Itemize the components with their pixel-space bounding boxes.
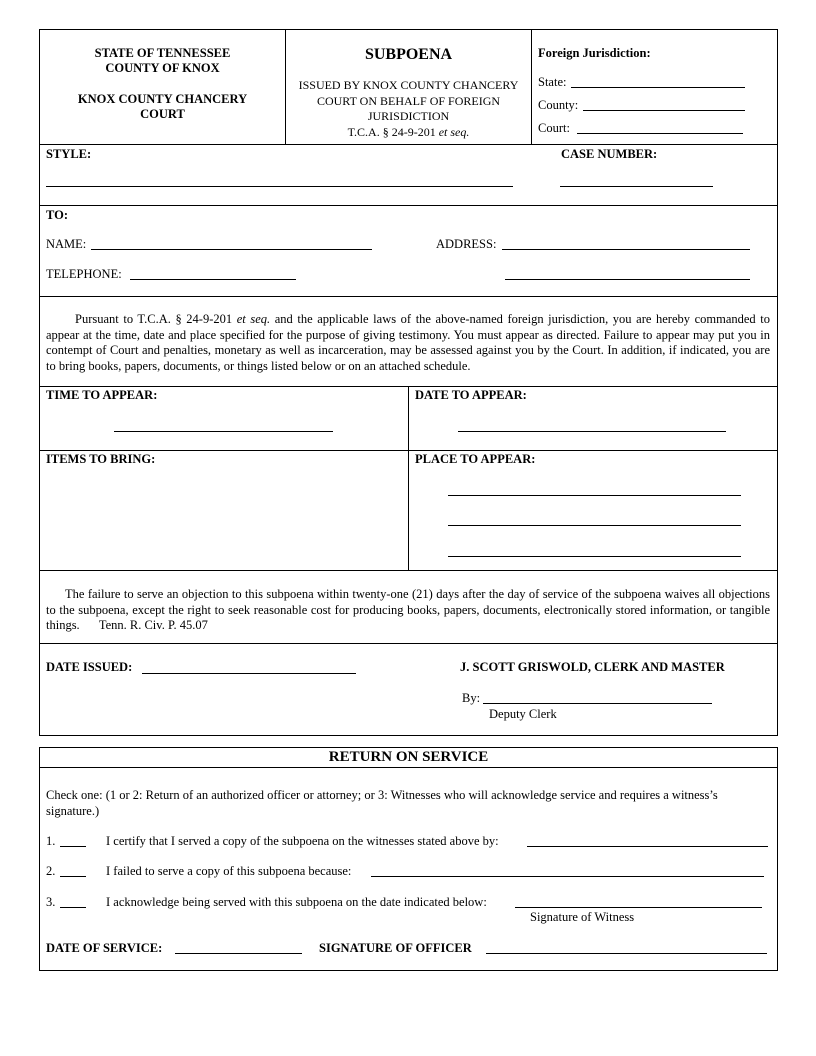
address-field-2[interactable] <box>505 279 750 280</box>
clerk-name: J. SCOTT GRISWOLD, CLERK AND MASTER <box>460 660 725 674</box>
time-to-appear-label: TIME TO APPEAR: <box>46 388 158 402</box>
section-divider <box>39 643 778 644</box>
issued-by-line: ISSUED BY KNOX COUNTY CHANCERY <box>298 78 519 92</box>
section-divider <box>39 570 778 571</box>
court-heading-2: COURT <box>140 107 185 121</box>
objection-rule: Tenn. R. Civ. P. 45.07 <box>98 618 208 632</box>
page-title: SUBPOENA <box>364 46 453 63</box>
date-issued-field[interactable] <box>142 673 356 674</box>
return-item-3-text: I acknowledge being served with this subpoena on the date indicated below: <box>106 895 487 909</box>
return-item-3-number: 3. <box>46 895 56 909</box>
items-to-bring-area[interactable] <box>46 470 401 565</box>
section-divider <box>39 144 778 145</box>
county-field[interactable] <box>583 110 745 111</box>
name-label: NAME: <box>46 237 87 251</box>
return-item-2-text: I failed to serve a copy of this subpoena because: <box>106 864 352 878</box>
court-heading: KNOX COUNTY CHANCERY <box>77 92 248 106</box>
county-heading: COUNTY OF KNOX <box>105 61 220 75</box>
court-label: Court: <box>538 121 570 135</box>
telephone-field[interactable] <box>130 279 296 280</box>
statute-citation <box>286 125 531 141</box>
section-divider <box>39 205 778 206</box>
return-item-2-number: 2. <box>46 864 56 878</box>
return-item-1-text: I certify that I served a copy of the subpoena on the witnesses stated above by: <box>106 834 499 848</box>
address-field[interactable] <box>502 249 750 250</box>
section-divider <box>39 296 778 297</box>
date-of-service-field[interactable] <box>175 953 302 954</box>
telephone-label: TELEPHONE: <box>46 267 122 281</box>
signature-of-officer-label: SIGNATURE OF OFFICER <box>319 941 472 955</box>
return-item-1-number: 1. <box>46 834 56 848</box>
place-to-appear-field[interactable] <box>448 556 741 557</box>
command-text-2: and the applicable laws of the above-named foreign jurisdiction, you are hereby commanded to appear at the time, date and place specified for the purpose of giving testimony. You must appear as directed. Failure to appear may put you in contempt of Court and penalties, monetary as well as incarceration, may be assessed against you by the Court. In addition, if indicated, you are to bring books, papers, documents, or things listed below or on an attached schedule. <box>46 312 770 373</box>
return-item-1-check[interactable] <box>60 846 86 847</box>
objection-paragraph <box>46 587 770 634</box>
by-label: By: <box>462 691 481 705</box>
county-label: County: <box>538 98 579 112</box>
date-to-appear-field[interactable] <box>458 431 726 432</box>
place-to-appear-label: PLACE TO APPEAR: <box>415 452 536 466</box>
address-label: ADDRESS: <box>436 237 497 251</box>
return-on-service-box <box>39 747 778 971</box>
return-item-3-check[interactable] <box>60 907 86 908</box>
deputy-signature-field[interactable] <box>483 703 712 704</box>
place-to-appear-field[interactable] <box>448 495 741 496</box>
return-title: RETURN ON SERVICE <box>328 749 489 765</box>
witness-signature-field[interactable] <box>515 907 762 908</box>
case-number-label: CASE NUMBER: <box>561 147 658 161</box>
date-of-service-label: DATE OF SERVICE: <box>46 941 163 955</box>
state-heading: STATE OF TENNESSEE <box>94 46 231 60</box>
return-item-1-field[interactable] <box>527 846 768 847</box>
command-text-1: Pursuant to T.C.A. § 24-9-201 <box>75 312 233 326</box>
state-label: State: <box>538 75 567 89</box>
style-field[interactable] <box>46 186 513 187</box>
return-item-2-check[interactable] <box>60 876 86 877</box>
court-jurisdiction <box>40 46 285 122</box>
subpoena-heading <box>286 45 531 140</box>
objection-text: The failure to serve an objection to this subpoena within twenty-one (21) days after the day of service of the subpoena waives all objections to the subpoena, except the right to seek reasonable cost for producing books, papers, documents, electronically stored information, or tangible things. <box>46 587 770 632</box>
to-label: TO: <box>46 208 68 222</box>
column-divider <box>408 386 409 570</box>
return-item-2-field[interactable] <box>371 876 764 877</box>
command-paragraph <box>46 312 770 374</box>
name-field[interactable] <box>91 249 372 250</box>
issued-by-line: COURT ON BEHALF OF FOREIGN <box>316 93 501 108</box>
return-title-divider <box>39 767 778 768</box>
time-to-appear-field[interactable] <box>114 431 333 432</box>
header-divider <box>531 29 532 144</box>
issued-by-line: JURISDICTION <box>367 109 450 123</box>
foreign-jurisdiction-title: Foreign Jurisdiction: <box>538 46 651 60</box>
date-issued-label: DATE ISSUED: <box>46 660 133 674</box>
statute-et-seq: et seq. <box>438 124 470 139</box>
officer-signature-field[interactable] <box>486 953 767 954</box>
return-instructions: Check one: (1 or 2: Return of an authorized officer or attorney; or 3: Witnesses who will acknowledge service and requires a witness’s signature.) <box>46 788 718 818</box>
date-to-appear-label: DATE TO APPEAR: <box>415 388 527 402</box>
place-to-appear-field[interactable] <box>448 525 741 526</box>
state-field[interactable] <box>571 87 745 88</box>
case-number-field[interactable] <box>560 186 713 187</box>
court-field[interactable] <box>577 133 743 134</box>
command-et-seq: et seq. <box>236 312 271 326</box>
style-label: STYLE: <box>46 147 92 161</box>
items-to-bring-label: ITEMS TO BRING: <box>46 452 156 466</box>
statute-text: T.C.A. § 24-9-201 <box>347 124 436 139</box>
signature-of-witness-label: Signature of Witness <box>530 910 635 924</box>
deputy-clerk-label: Deputy Clerk <box>489 707 557 721</box>
